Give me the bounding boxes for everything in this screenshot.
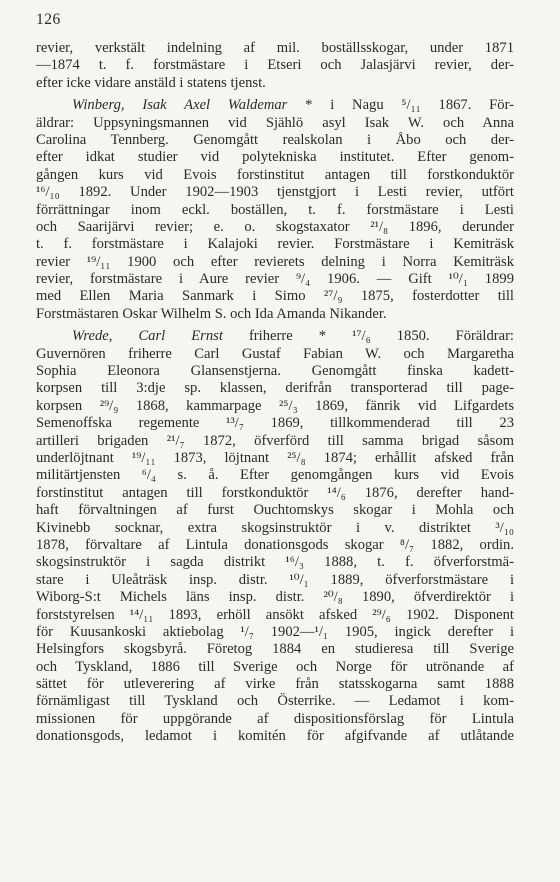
text-line: skogsinstruktör i sagda distrikt ¹⁶/₃ 1888, t. f. öfverforstmä- bbox=[36, 554, 514, 571]
text-line: t. f. forstmästare i Kalajoki revier. Forstmästare i Kemiträsk bbox=[36, 236, 514, 253]
text-line: artilleri brigaden ²¹/₇ 1872, öfverförd till samma brigad såsom bbox=[36, 432, 514, 449]
text-line: korpsen ²⁹/₉ 1868, kammarpage ²⁵/₃ 1869, fänrik vid Lifgardets bbox=[36, 397, 514, 414]
paragraph-wrede bbox=[36, 328, 514, 745]
text-line: Wiborg-S:t Michels läns insp. distr. ²⁰/₈ 1890, öfverdirektör i bbox=[36, 589, 514, 606]
paragraph-winberg bbox=[36, 97, 514, 323]
text-line: Carolina Tennberg. Genomgått realskolan i Åbo och der- bbox=[36, 131, 514, 148]
page-number: 126 bbox=[36, 11, 61, 28]
body-text bbox=[36, 40, 514, 746]
text-line: ¹⁶/₁₀ 1892. Under 1902—1903 tjenstgjort i Lesti revier, utfört bbox=[36, 184, 514, 201]
text-line: forststyrelsen ¹⁴/₁₁ 1893, erhöll ansökt afsked ²⁹/₆ 1902. Disponent bbox=[36, 606, 514, 623]
paragraph-winberg-prev bbox=[36, 40, 514, 92]
text-line: med Ellen Maria Sanmark i Simo ²⁷/₉ 1875, fosterdotter till bbox=[36, 288, 514, 305]
text-line: stare i Uleåträsk insp. distr. ¹⁰/₁ 1889, öfverforstmästare i bbox=[36, 571, 514, 588]
text-line: haft förvaltningen af furst Ouchtomskys skogar i Mohla och bbox=[36, 502, 514, 519]
text-line: Semenoffska regemente ¹³/₇ 1869, tillkommenderad till 23 bbox=[36, 415, 514, 432]
entry-heading-line: Wrede, Carl Ernst friherre * ¹⁷/₆ 1850. Föräldrar: bbox=[72, 328, 514, 345]
text-line: sättet för utleverering af virke från statsskogarna samt 1888 bbox=[36, 676, 514, 693]
text-line: —1874 t. f. forstmästare i Etseri och Jalasjärvi revier, der- bbox=[36, 57, 514, 74]
text-line: gången kurs vid Evois forstinstitut antagen till forstkonduktör bbox=[36, 166, 514, 183]
text-line: Forstmästaren Oskar Wilhelm S. och Ida Amanda Nikander. bbox=[36, 305, 387, 322]
text-line: underlöjtnant ¹⁹/₁₁ 1873, löjtnant ²⁵/₈ 1874; erhållit afsked från bbox=[36, 449, 514, 466]
text-line: Guvernören friherre Carl Gustaf Fabian W. och Margaretha bbox=[36, 345, 514, 362]
text-line: Sophia Eleonora Glansenstjerna. Genomgått finska kadett- bbox=[36, 363, 514, 380]
text-line: revier ¹⁹/₁₁ 1900 och efter revierets delning i Norra Kemiträsk bbox=[36, 253, 514, 270]
text-line: efter idkat studier vid polytekniska institutet. Efter genom- bbox=[36, 149, 514, 166]
text-line: äldrar: Uppsyningsmannen vid Sjählö asyl Isak W. och Anna bbox=[36, 114, 514, 131]
text-line: och Tyskland, 1886 till Sverige och Norge för utrönande af bbox=[36, 658, 514, 675]
text-line: forstinstitut antagen till forstkonduktör ¹⁴/₆ 1876, derefter hand- bbox=[36, 484, 514, 501]
text-line: revier, verkstält indelning af mil. boställsskogar, under 1871 bbox=[36, 40, 514, 56]
text-line: för Kuusankoski aktiebolag ¹/₇ 1902—¹/₁ 1905, ingick derefter i bbox=[36, 623, 514, 640]
text-line: militärtjensten ⁶/₄ s. å. Efter genomgången kurs vid Evois bbox=[36, 467, 514, 484]
text-line: Helsingfors skogsbyrå. Företog 1884 en studieresa till Sverige bbox=[36, 641, 514, 658]
text-line: förnämligast till Tyskland och Österrike. — Ledamot i kom- bbox=[36, 693, 514, 710]
text-line: efter icke vidare anstäld i statens tjenst. bbox=[36, 74, 266, 91]
entry-heading-line: Winberg, Isak Axel Waldemar * i Nagu ⁵/₁₁ 1867. För- bbox=[72, 97, 514, 114]
text-line: Kivinebb socknar, extra skogsinstruktör i v. distriktet ³/₁₀ bbox=[36, 519, 514, 536]
text-line: förrättningar inom eckl. boställen, t. f. forstmästare i Lesti bbox=[36, 201, 514, 218]
text-line: 1878, förvaltare af Lintula donationsgods skogar ⁸/₇ 1882, ordin. bbox=[36, 536, 514, 553]
text-line: och Saarijärvi revier; e. o. skogstaxator ²¹/₈ 1896, derunder bbox=[36, 218, 514, 235]
text-line: revier, forstmästare i Aure revier ⁹/₄ 1906. — Gift ¹⁰/₁ 1899 bbox=[36, 271, 514, 288]
text-line: missionen för uppgörande af dispositionsförslag för Lintula bbox=[36, 710, 514, 727]
text-line: donationsgods, ledamot i komitén för afgifvande af utlåtande bbox=[36, 728, 514, 745]
text-line: korpsen till 3:dje sp. klassen, derifrån transporterad till page- bbox=[36, 380, 514, 397]
